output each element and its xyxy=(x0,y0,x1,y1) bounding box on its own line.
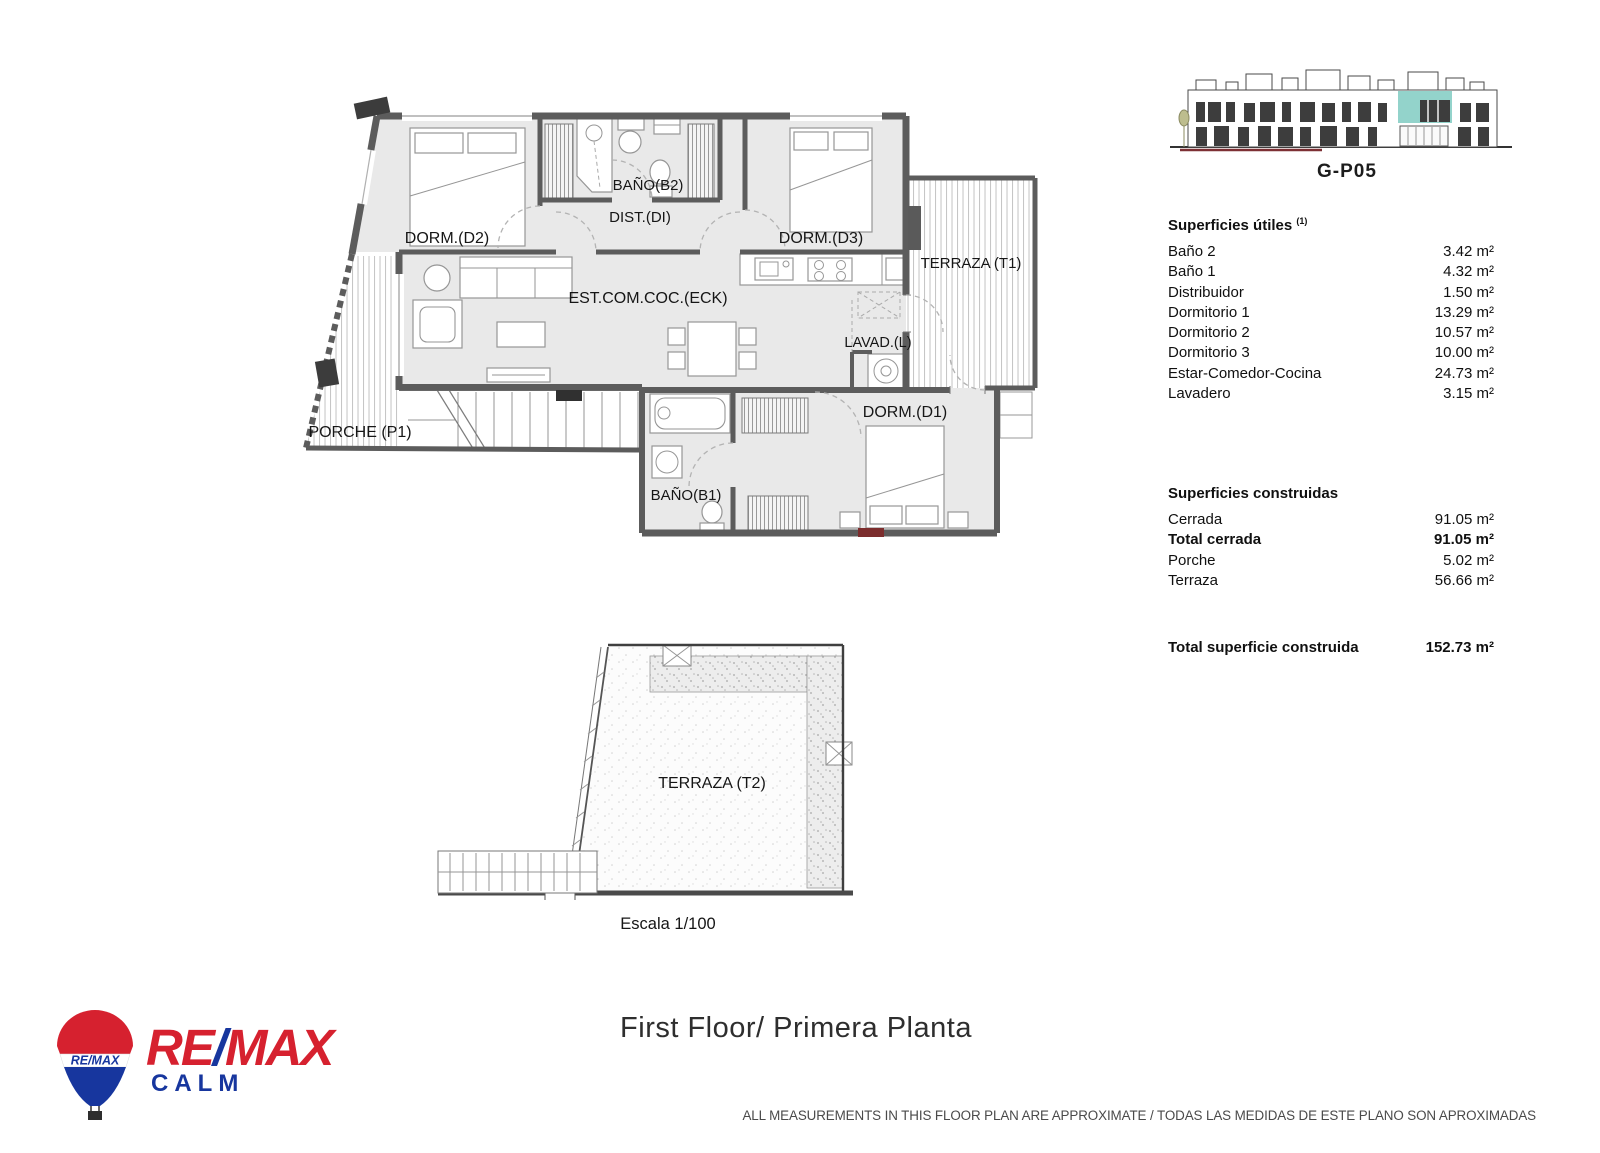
wardrobe xyxy=(742,398,808,433)
room-label-dorm-d1: DORM.(D1) xyxy=(862,404,948,421)
unit-code-label: G-P05 xyxy=(1317,161,1377,182)
area-row xyxy=(1168,551,1494,571)
area-label: Lavadero xyxy=(1168,385,1231,403)
wardrobe xyxy=(748,496,808,530)
superficies-construidas-table xyxy=(1168,484,1494,658)
area-row xyxy=(1168,343,1494,363)
disclaimer: ALL MEASUREMENTS IN THIS FLOOR PLAN ARE APPROXIMATE / TODAS LAS MEDIDAS DE ESTE PLANO SON APROXIMADAS xyxy=(742,1108,1536,1123)
building-elevation xyxy=(1170,70,1512,150)
area-value: 5.02 m² xyxy=(1443,551,1494,569)
room-label-bano-b1: BAÑO(B1) xyxy=(650,487,722,504)
table-title-text: Superficies útiles xyxy=(1168,217,1293,234)
area-value: 91.05 m² xyxy=(1433,531,1494,549)
area-row xyxy=(1168,510,1494,530)
table-title: Superficies construidas xyxy=(1168,485,1339,502)
area-row xyxy=(1168,384,1494,404)
room-label-dist: DIST.(DI) xyxy=(609,209,671,226)
area-label: Distribuidor xyxy=(1168,283,1244,301)
total-superficie-row xyxy=(1168,638,1494,658)
wordmark-re: RE xyxy=(146,1019,213,1076)
staircase xyxy=(399,384,642,450)
wordmark-max: MAX xyxy=(225,1019,333,1076)
room-label-lavadero: LAVAD.(L) xyxy=(844,335,912,351)
wordmark-slash: / xyxy=(212,1019,226,1076)
wardrobe xyxy=(688,124,714,200)
total-value: 152.73 m² xyxy=(1425,639,1494,657)
area-row xyxy=(1168,571,1494,591)
area-value: 4.32 m² xyxy=(1443,263,1494,281)
area-label: Dormitorio 3 xyxy=(1168,344,1250,362)
area-value: 56.66 m² xyxy=(1434,571,1494,589)
table-title xyxy=(1168,211,1494,236)
area-label: Cerrada xyxy=(1168,511,1223,528)
area-row xyxy=(1168,262,1494,282)
area-value: 3.42 m² xyxy=(1443,243,1494,260)
room-label-porche: PORCHE (P1) xyxy=(308,424,412,441)
remax-logo xyxy=(52,1004,412,1134)
area-value: 91.05 m² xyxy=(1434,511,1494,528)
porche-floor xyxy=(306,256,399,448)
area-value: 1.50 m² xyxy=(1443,283,1494,301)
area-label: Baño 1 xyxy=(1168,263,1216,281)
remax-office-name: CALM xyxy=(151,1070,245,1097)
area-row xyxy=(1168,242,1494,262)
area-label: Porche xyxy=(1168,551,1216,569)
wall-accent-red xyxy=(858,528,884,537)
area-label: Estar-Comedor-Cocina xyxy=(1168,364,1322,382)
wardrobe xyxy=(545,124,573,200)
terrace-stairs-strip xyxy=(438,851,597,893)
floor-title: First Floor/ Primera Planta xyxy=(620,1012,972,1044)
balloon-wordmark: RE/MAX xyxy=(70,1053,120,1068)
area-value: 10.00 m² xyxy=(1434,344,1494,362)
main-floorplan xyxy=(306,97,1035,537)
room-label-terraza-t1: TERRAZA (T1) xyxy=(920,255,1022,272)
shutter-box xyxy=(908,206,921,250)
room-label-dorm-d3: DORM.(D3) xyxy=(778,230,864,247)
area-row xyxy=(1168,364,1494,384)
room-label-dorm-d2: DORM.(D2) xyxy=(404,230,490,247)
area-row xyxy=(1168,283,1494,303)
remax-wordmark xyxy=(146,1018,332,1077)
area-row xyxy=(1168,303,1494,323)
terraza-t1-floor xyxy=(906,178,1035,388)
table-title-footnote: (1) xyxy=(1296,216,1308,226)
superficies-utiles-table xyxy=(1168,211,1494,404)
scale-label: Escala 1/100 xyxy=(620,915,716,933)
room-label-living: EST.COM.COC.(ECK) xyxy=(568,290,728,307)
room-label-bano-b2: BAÑO(B2) xyxy=(612,177,684,194)
area-value: 3.15 m² xyxy=(1443,385,1494,403)
area-label: Baño 2 xyxy=(1168,243,1216,260)
area-value: 24.73 m² xyxy=(1434,364,1494,382)
area-label: Dormitorio 1 xyxy=(1168,303,1250,321)
remax-balloon-icon xyxy=(52,1006,138,1124)
furniture-dorm-d3 xyxy=(790,128,872,232)
area-row xyxy=(1168,323,1494,343)
area-value: 10.57 m² xyxy=(1434,324,1494,342)
furniture-dorm-d2 xyxy=(410,128,525,246)
area-label: Terraza xyxy=(1168,571,1219,589)
area-label: Total cerrada xyxy=(1168,531,1262,549)
area-value: 13.29 m² xyxy=(1434,303,1494,321)
total-label: Total superficie construida xyxy=(1168,639,1359,657)
area-label: Dormitorio 2 xyxy=(1168,324,1250,342)
room-label-terraza-t2: TERRAZA (T2) xyxy=(658,775,766,792)
furniture-kitchen xyxy=(740,254,906,285)
area-row-total-cerrada xyxy=(1168,530,1494,550)
terraza-t2-drawing xyxy=(438,645,853,933)
